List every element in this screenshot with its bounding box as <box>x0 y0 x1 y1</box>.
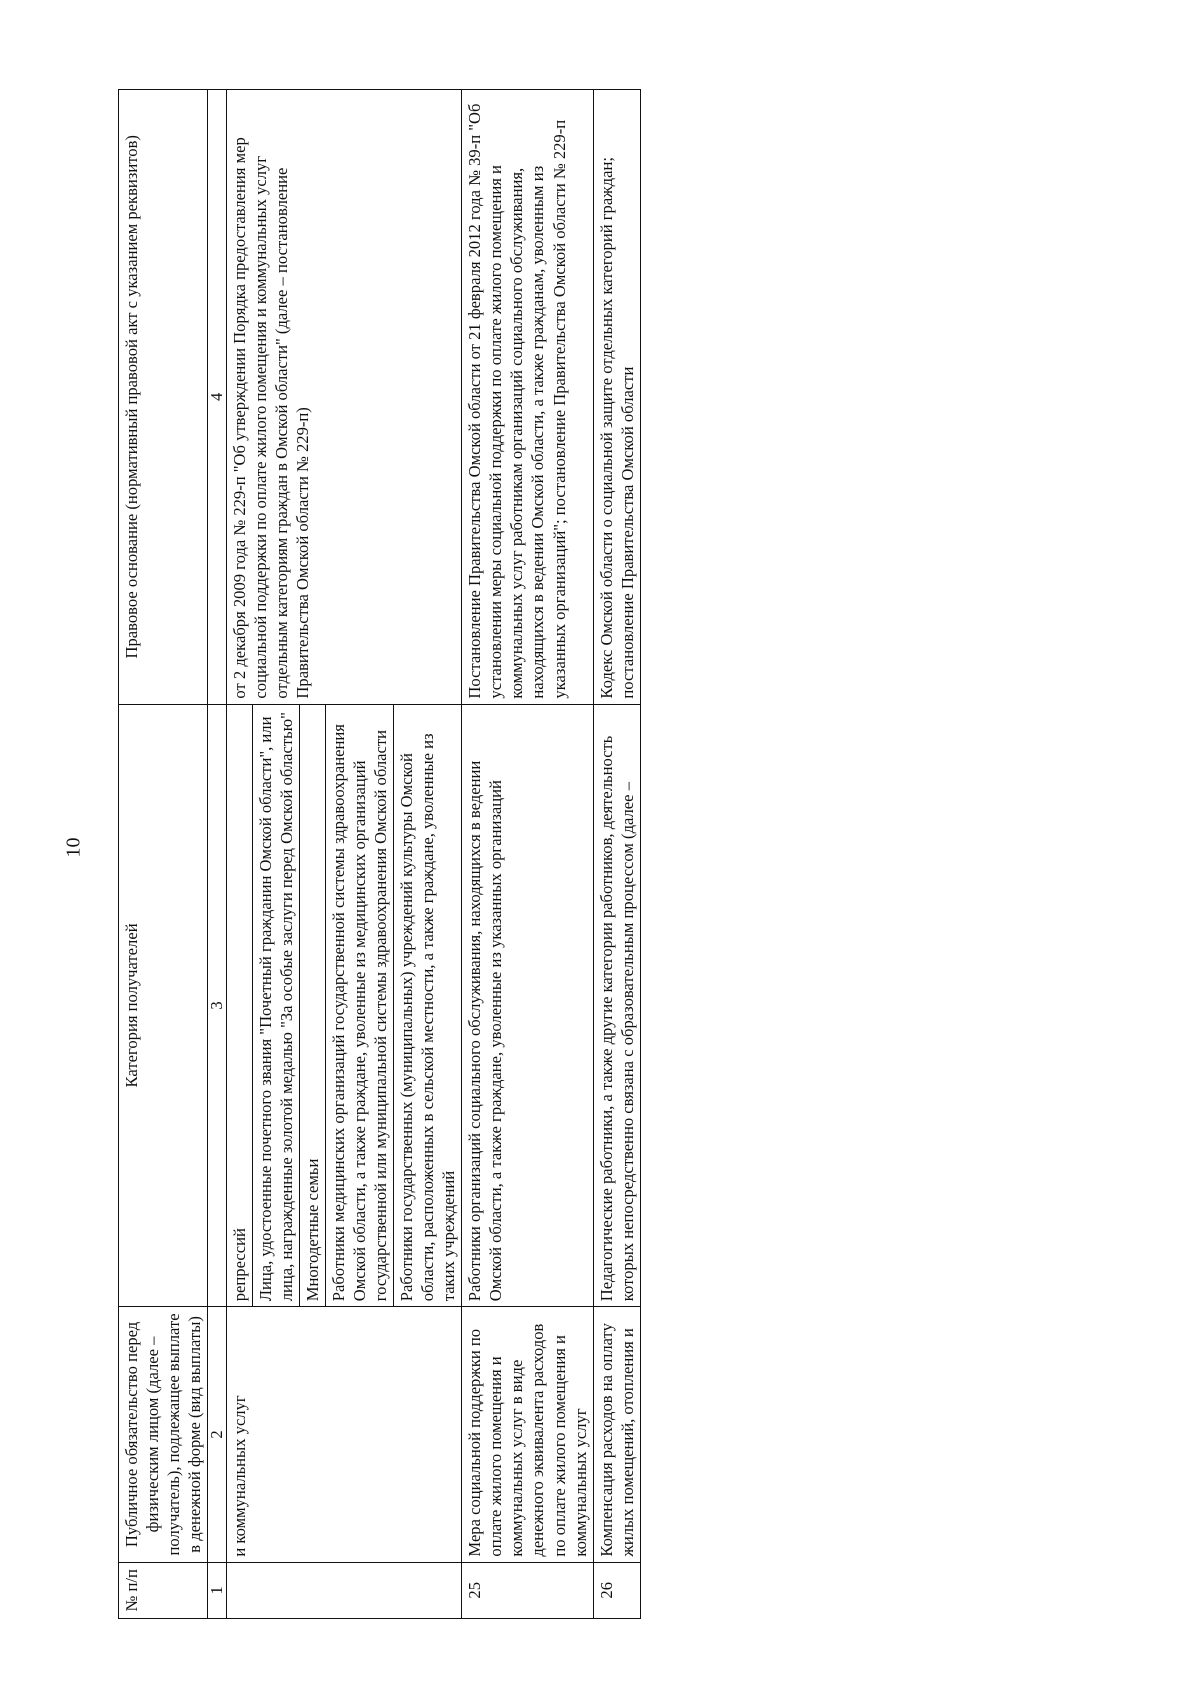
row-number <box>226 1562 462 1618</box>
table-row <box>593 90 640 1619</box>
column-number-row <box>208 90 226 1619</box>
benefits-table <box>118 89 641 1619</box>
recipient-category: Работники организаций социального обслуживания, находящихся в ведении Омской области, а также граждане, уволенные из указанных организаций <box>462 704 593 1307</box>
payment-type: Мера социальной поддержки по оплате жилого помещения и коммунальных услуг в виде денежного эквивалента расходов по оплате жилого помещения и коммунальных услуг <box>462 1307 593 1562</box>
legal-basis: от 2 декабря 2009 года № 229-п "Об утверждении Порядка предоставления мер социальной поддержки по оплате жилого помещения и коммунальных услуг отдельным категориям граждан в Омской области" (далее – постановление Правительства Омской области № 229-п) <box>226 90 462 705</box>
table-header-row <box>119 90 208 1619</box>
header-payment-type: Публичное обязательство перед физическим лицом (далее – получатель), подлежащее выплате в денежной форме (вид выплаты) <box>119 1307 208 1562</box>
column-number: 1 <box>208 1562 226 1618</box>
column-number: 4 <box>208 90 226 705</box>
header-number: № п/п <box>119 1562 208 1618</box>
table-row <box>462 90 593 1619</box>
rotated-table-container <box>118 89 1098 1619</box>
category-item: Работники государственных (муниципальных) учреждений культуры Омской области, расположенных в сельской местности, а также граждане, уволенные из таких учреждений <box>394 705 462 1307</box>
recipient-category: Педагогические работники, а также другие категории работников, деятельность которых непосредственно связана с образовательным процессом (далее – <box>593 704 640 1307</box>
payment-type: и коммунальных услуг <box>226 1307 462 1562</box>
page-number: 10 <box>62 837 85 858</box>
column-number: 2 <box>208 1307 226 1562</box>
category-item: Многодетные семьи <box>299 705 325 1307</box>
header-legal-basis: Правовое основание (нормативный правовой акт с указанием реквизитов) <box>119 90 208 705</box>
legal-basis: Кодекс Омской области о социальной защите отдельных категорий граждан; постановление Правительства Омской области <box>593 90 640 705</box>
category-item: Работники медицинских организаций государственной системы здравоохранения Омской области, а также граждане, уволенные из медицинских организаций государственной или муниципальной системы здравоохранения Омской области <box>325 705 393 1307</box>
recipient-categories <box>226 704 462 1307</box>
legal-basis: Постановление Правительства Омской области от 21 февраля 2012 года № 39-п "Об установлении меры социальной поддержки по оплате жилого помещения и коммунальных услуг работникам организаций социального обслуживания, находящихся в ведении Омской области, а также гражданам, уволенным из указанных организаций"; постановление Правительства Омской области № 229-п <box>462 90 593 705</box>
table-row <box>226 90 462 1619</box>
category-item: Лица, удостоенные почетного звания "Почетный гражданин Омской области", или лица, награжденные золотой медалью "За особые заслуги перед Омской областью" <box>252 705 299 1307</box>
column-number: 3 <box>208 704 226 1307</box>
payment-type: Компенсация расходов на оплату жилых помещений, отопления и <box>593 1307 640 1562</box>
row-number: 25 <box>462 1562 593 1618</box>
category-item: репрессий <box>229 1228 249 1302</box>
row-number: 26 <box>593 1562 640 1618</box>
header-recipient-category: Категория получателей <box>119 704 208 1307</box>
